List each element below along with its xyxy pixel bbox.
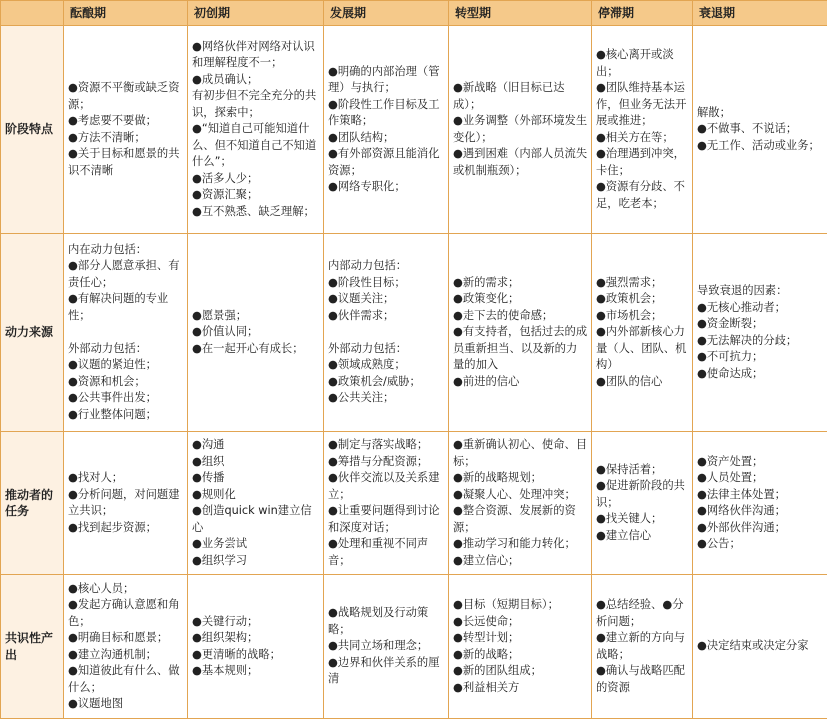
cell-text-line: ●愿景强；	[192, 308, 248, 322]
cell-text-line: ●在一起开心有成长；	[192, 341, 304, 355]
stage-header-brewing: 酝酿期	[64, 1, 188, 26]
cell-text-line: ●共同立场和理念；	[328, 639, 429, 653]
cell-text-line: ●保持活着；	[596, 462, 663, 476]
cell-text-line: ●无核心推动者；	[697, 300, 786, 314]
cell-text-line: ●部分人愿意承担、有责任心；	[68, 259, 180, 289]
cell-text-line: ●知道彼此有什么、做什么；	[68, 664, 180, 694]
table-cell	[324, 575, 449, 719]
cell-text-line: ●关键行动；	[192, 614, 259, 628]
stage-header-transition: 转型期	[449, 1, 592, 26]
cell-text-line: ●成员确认；	[192, 72, 259, 86]
cell-text-line: ●治理遇到冲突，卡住；	[596, 147, 685, 177]
cell-text-line: ●更清晰的战略；	[192, 647, 281, 661]
cell-text-line: ●人员处置；	[697, 471, 764, 484]
cell-text-line: ●前进的信心	[453, 374, 520, 388]
row-label-consensus-output: 共识性产出	[1, 575, 64, 719]
cell-text-line: ●团队的信心	[596, 374, 663, 388]
cell-text-line: ●传播	[192, 471, 225, 484]
stage-header-startup: 初创期	[188, 1, 324, 26]
cell-text-line: ●新的团队组成；	[453, 664, 542, 677]
table-cell	[693, 575, 827, 719]
cell-text-line: ●发起方确认意愿和角色；	[68, 598, 180, 628]
cell-text-line: ●政策变化；	[453, 292, 520, 306]
cell-text-line: ●核心离开或淡出；	[596, 48, 674, 78]
cell-text-line: ●整合资源、发展新的资源；	[453, 504, 576, 534]
cell-text-line: ●资产处置；	[697, 454, 764, 468]
cell-text-line: ●总结经验、●分析问题；	[596, 598, 684, 628]
table-cell	[449, 26, 592, 234]
cell-text-line: ●遇到困难（内部人员流失或机制瓶颈）；	[453, 147, 588, 177]
cell-text-line: ●关于目标和愿景的共识不清晰	[68, 147, 180, 177]
cell-text-line: ●议题的紧迫性；	[68, 358, 157, 372]
cell-text-line: ●新战略（旧目标已达成）；	[453, 81, 565, 111]
cell-text-line: ●新的需求；	[453, 275, 520, 289]
table-cell	[188, 575, 324, 719]
row-driving-forces	[1, 234, 827, 432]
table-cell	[324, 26, 449, 234]
table-cell	[188, 432, 324, 575]
cell-text-line: ●建立沟通机制；	[68, 647, 157, 661]
cell-text-line: ●新的战略；	[453, 647, 520, 661]
cell-text-line: ●资源和机会；	[68, 374, 146, 388]
cell-text-line: ●议题地图	[68, 697, 124, 710]
cell-text-line: ●强烈需求；	[596, 275, 663, 289]
cell-text-line: ●团队结构；	[328, 130, 395, 144]
cell-text-line: ●沟通	[192, 438, 225, 451]
table-cell	[449, 432, 592, 575]
cell-text-line: ●领域成熟度；	[328, 358, 406, 372]
cell-text-line: ●公告；	[697, 537, 741, 550]
cell-text-line: ●决定结束或决定分家	[697, 639, 809, 653]
table-cell	[592, 575, 693, 719]
cell-text-line: ●资源汇聚；	[192, 188, 259, 202]
cell-text-line: 内部动力包括：	[328, 259, 408, 273]
cell-text-line: ●走下去的使命感；	[453, 308, 554, 322]
cell-text-line: ●阶段性目标；	[328, 275, 406, 289]
cell-text-line: ●有外部资源且能消化资源；	[328, 147, 440, 177]
cell-text-line: ●方法不清晰；	[68, 130, 146, 144]
cell-text-line: ●建立新的方向与战略；	[596, 631, 685, 661]
cell-text-line: ●无工作、活动或业务；	[697, 138, 820, 152]
cell-text-line: ●资金断裂；	[697, 317, 764, 330]
cell-text-line: ●推动学习和能力转化；	[453, 537, 576, 550]
cell-text-line: ●伙伴交流以及关系建立；	[328, 471, 440, 501]
cell-text-line: ●伙伴需求；	[328, 308, 395, 322]
table-cell	[188, 234, 324, 432]
cell-text-line: ●促进新阶段的共识；	[596, 479, 685, 509]
cell-text-line: ●行业整体问题；	[68, 407, 157, 421]
table-cell	[449, 234, 592, 432]
cell-text-line: ●凝聚人心、处理冲突；	[453, 487, 576, 501]
cell-text-line: ●筹措与分配资源；	[328, 454, 429, 468]
table-cell	[64, 432, 188, 575]
row-label-stage-features: 阶段特点	[1, 26, 64, 234]
cell-text-line: 外部动力包括：	[68, 341, 148, 355]
row-label-promoter-tasks: 推动者的任务	[1, 432, 64, 575]
cell-text-line: ●转型计划；	[453, 631, 520, 644]
cell-text-line: ●业务调整（外部环境发生变化）；	[453, 114, 588, 144]
cell-text-line: ●网络专职化；	[328, 180, 406, 193]
table-cell	[693, 432, 827, 575]
table-cell	[592, 432, 693, 575]
cell-text-line: ●互不熟悉、缺乏理解；	[192, 204, 315, 218]
cell-text-line: ●组织架构；	[192, 631, 259, 644]
cell-text-line: ●使命达成；	[697, 366, 764, 380]
cell-text-line: ●让重要问题得到讨论和深度对话；	[328, 504, 440, 534]
table-cell	[64, 234, 188, 432]
cell-text-line: ●新的战略规划；	[453, 471, 542, 484]
cell-text-line: ●找对人；	[68, 471, 124, 484]
stage-header-decline: 衰退期	[693, 1, 827, 26]
cell-text-line: ●处理和重视不同声音；	[328, 537, 429, 567]
table-cell	[592, 26, 693, 234]
row-label-driving-forces: 动力来源	[1, 234, 64, 432]
cell-text-line: 导致衰退的因素：	[697, 284, 788, 297]
cell-text-line: ●业务尝试	[192, 537, 248, 550]
cell-text-line: ●核心人员；	[68, 581, 135, 595]
cell-text-line: ●有解决问题的专业性；	[68, 292, 169, 322]
cell-text-line: ●政策机会；	[596, 292, 663, 306]
cell-text-line: 外部动力包括：	[328, 341, 408, 355]
table-cell	[324, 234, 449, 432]
table-cell	[188, 26, 324, 234]
table-cell	[64, 26, 188, 234]
cell-text-line: ●战略规划及行动策略；	[328, 606, 429, 636]
cell-text-line: ●网络伙伴对网络对认识和理解程度不一；	[192, 39, 315, 70]
row-promoter-tasks	[1, 432, 827, 575]
corner-cell	[1, 1, 64, 26]
cell-text-line: ●目标（短期目标）；	[453, 598, 559, 611]
cell-text-line: ●规则化	[192, 487, 236, 501]
cell-text-line: ●组织	[192, 454, 225, 468]
cell-text-line: 有初步但不完全充分的共识，探索中；	[192, 89, 317, 119]
cell-text-line: ●资源不平衡或缺乏资源；	[68, 81, 180, 111]
row-stage-features	[1, 26, 827, 234]
cell-text-line: ●法律主体处置；	[697, 487, 786, 501]
cell-text-line: ●政策机会/威胁；	[328, 374, 421, 388]
table-cell	[64, 575, 188, 719]
cell-text-line: ●相关方在等；	[596, 130, 674, 144]
cell-text-line: ●网络伙伴沟通；	[697, 504, 786, 517]
cell-text-line: ●团队维持基本运作，但业务无法开展或推进；	[596, 81, 687, 127]
cell-text-line: ●资源有分歧、不足，吃老本；	[596, 180, 685, 210]
cell-text-line: ●公共关注；	[328, 391, 395, 405]
cell-text-line: ●价值认同；	[192, 325, 259, 339]
cell-text-line: ●公共事件出发；	[68, 391, 157, 405]
stage-header-stagnation: 停滞期	[592, 1, 693, 26]
cell-text-line: ●找关键人；	[596, 512, 663, 526]
cell-text-line: ●不可抗力；	[697, 350, 764, 363]
cell-text-line: ●考虑要不要做；	[68, 114, 157, 127]
cell-text-line: ●明确目标和愿景；	[68, 631, 169, 644]
cell-text-line: ●议题关注；	[328, 292, 395, 306]
cell-text-line: ●确认与战略匹配的资源	[596, 664, 685, 694]
cell-text-line: ●建立信心	[596, 528, 652, 542]
cell-text-line: 内在动力包括：	[68, 242, 148, 256]
table-cell	[324, 432, 449, 575]
cell-text-line: ●有支持者，包括过去的成员重新担当、以及新的力量的加入	[453, 325, 588, 372]
cell-text-line: ●活多人少；	[192, 171, 259, 185]
cell-text-line: ●内外部新核心力量（人、团队、机构）	[596, 325, 687, 372]
cell-text-line: ●分析问题，对问题建立共识；	[68, 487, 180, 517]
cell-text-line: ●“知道自己可能知道什么、但不知道自己不知道什么”；	[192, 122, 317, 169]
cell-spacer	[328, 324, 445, 341]
cell-text-line: ●市场机会；	[596, 308, 663, 322]
cell-text-line: ●明确的内部治理（管理）与执行；	[328, 64, 440, 94]
cell-spacer	[68, 324, 184, 341]
cell-text-line: ●找到起步资源；	[68, 520, 157, 534]
row-consensus-output	[1, 575, 827, 719]
cell-text-line: ●创造quick win建立信心	[192, 504, 312, 534]
cell-text-line: ●不做事、不说话；	[697, 122, 798, 136]
cell-text-line: ●基本规则；	[192, 664, 259, 677]
table-cell	[449, 575, 592, 719]
table-cell	[592, 234, 693, 432]
cell-text-line: ●利益相关方	[453, 680, 520, 694]
table-cell	[693, 234, 827, 432]
cell-text-line: ●长远使命；	[453, 614, 520, 628]
cell-text-line: ●重新确认初心、使命、目标；	[453, 438, 588, 468]
cell-text-line: ●阶段性工作目标及工作策略；	[328, 97, 440, 127]
cell-text-line: ●外部伙伴沟通；	[697, 520, 786, 534]
header-row	[1, 1, 827, 26]
cell-text-line: ●边界和伙伴关系的厘清	[328, 655, 440, 686]
cell-text-line: 解散；	[697, 105, 731, 119]
cell-text-line: ●组织学习	[192, 553, 248, 567]
cell-text-line: ●建立信心；	[453, 553, 520, 567]
stage-header-development: 发展期	[324, 1, 449, 26]
cell-text-line: ●无法解决的分歧；	[697, 333, 798, 347]
table-cell	[693, 26, 827, 234]
cell-text-line: ●制定与落实战略；	[328, 438, 429, 451]
